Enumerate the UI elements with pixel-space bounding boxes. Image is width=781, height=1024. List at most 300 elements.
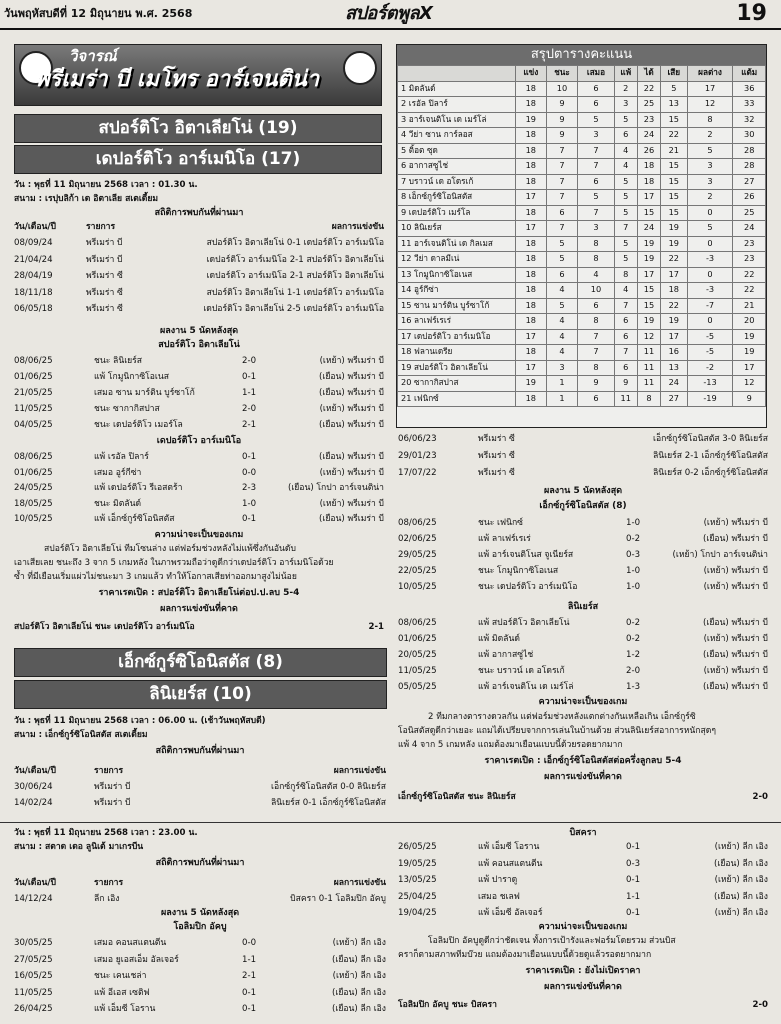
form-date: 18/05/25 (14, 498, 53, 509)
stat-cell: 15 (660, 174, 687, 190)
form-opponent: แพ้ เรอัล ปิลาร์ (94, 452, 149, 462)
stat-cell: 11 (637, 360, 660, 376)
form-opponent: ชนะ มิตลันด์ (94, 498, 142, 509)
form-opponent: แพ้ โกมูนิกาซิโอเนส (94, 372, 169, 382)
form-venue: (เหย้า) พรีเมร่า บี (703, 634, 768, 644)
form-opponent: แพ้ เดปอร์ติโว รีเอสตร้า (94, 483, 183, 493)
form-venue: (เยือน) พรีเมร่า บี (319, 452, 384, 462)
form-date: 16/05/25 (14, 971, 53, 981)
stat-cell: 5 (578, 190, 614, 206)
match1-away-bar: เดปอร์ติโว อาร์เมนิโอ (17) (14, 145, 382, 174)
stat-cell: 7 (614, 345, 637, 361)
team-name: 5 ติ้อต ซุด (398, 143, 516, 159)
form-score: 2-1 (242, 420, 257, 430)
stat-cell: 9 (546, 97, 578, 113)
stat-cell: 6 (614, 329, 637, 345)
match1-pred-score: 2-1 (368, 622, 384, 632)
match1-prediction: สปอร์ติโว อิตาเลียโน่ ชนะ เดปอร์ติโว อาร์เมนิโอ (14, 622, 195, 632)
analysis-line: คราก็ตามสภาพทีมบ๊วย แถมต้องมาเยือนแบบนี้ด้วยดูแล้วรอดยากมาก (398, 950, 652, 960)
stat-cell: 27 (660, 391, 687, 407)
stat-cell: 5 (546, 252, 578, 268)
standings-row (398, 174, 766, 190)
h2h-date: 30/06/24 (14, 782, 53, 792)
form-date: 27/05/25 (14, 954, 53, 965)
stat-cell: 18 (516, 81, 547, 97)
stat-cell: 3 (546, 360, 578, 376)
form-score: 1-0 (242, 498, 257, 509)
standings-row (398, 283, 766, 299)
form-score: 0-1 (242, 987, 257, 998)
stat-cell: 13 (660, 360, 687, 376)
stat-cell: -19 (687, 391, 733, 407)
stat-cell: 8 (578, 252, 614, 268)
col-date: วัน/เดือน/ปี (14, 766, 56, 776)
match3-prediction: โอลิมปิก อัคบู ชนะ บิสครา (398, 1000, 497, 1010)
form-score: 1-0 (626, 566, 641, 576)
stat-cell: 17 (660, 267, 687, 283)
standings-title: สรุปตารางคะแนน (397, 45, 766, 65)
team-name: 8 เอ็กซ์กูร์ซิโอนิสตัส (398, 190, 516, 206)
standings-row (398, 252, 766, 268)
h2h-result: ลินิเยร์ส 0-1 เอ็กซ์กูร์ซิโอนิสตัส (271, 798, 386, 808)
stat-cell: 9 (578, 376, 614, 392)
stat-cell: 5 (687, 221, 733, 237)
form-opponent: แพ้ เอ็มซี โอราน (94, 1004, 156, 1014)
stat-cell: 3 (687, 174, 733, 190)
form-date: 11/05/25 (14, 404, 53, 414)
col-comp: รายการ (86, 222, 116, 232)
form-venue: (เยือน) ลีก เอิง (332, 1004, 386, 1014)
standings-row (398, 345, 766, 361)
stat-cell: 19 (516, 376, 547, 392)
form-venue: (เหย้า) พรีเมร่า บี (703, 518, 768, 528)
standings-row (398, 236, 766, 252)
stat-cell: 5 (614, 112, 637, 128)
team-name: 9 เดปอร์ติโว เมร์โล (398, 205, 516, 221)
stat-cell: 26 (733, 190, 766, 206)
standings-row (398, 143, 766, 159)
analysis-line: สปอร์ติโว อิตาเลียโน่ ทีมโซนล่าง แต่ฟอร์มช่วงหลังไม่แพ้ซึ่งกันอันดับ (44, 544, 296, 554)
stat-cell: 7 (614, 298, 637, 314)
form-opponent: แพ้ เอ็กซ์กูร์ซิโอนิสตัส (94, 514, 175, 524)
stat-cell: 21 (660, 143, 687, 159)
match2-pred-score: 2-0 (752, 792, 768, 802)
stat-cell: 22 (733, 283, 766, 299)
stat-cell: 2 (687, 128, 733, 144)
stat-cell: 18 (516, 391, 547, 407)
match3-price: ราคาเรตเปิด : ยังไม่เปิดราคา (525, 966, 641, 976)
stat-cell: 9 (614, 376, 637, 392)
stat-cell: 17 (516, 221, 547, 237)
stat-cell: 4 (614, 159, 637, 175)
stat-cell: 8 (578, 236, 614, 252)
form-opponent: แพ้ อากาสซู่ไช่ (478, 650, 534, 660)
form-score: 0-1 (242, 452, 257, 462)
brand-logo: สปอร์ตพูลX (345, 3, 433, 24)
stat-cell: 2 (687, 190, 733, 206)
h2h-date: 14/12/24 (14, 894, 53, 904)
stat-cell: 3 (578, 221, 614, 237)
stat-cell: 2 (614, 81, 637, 97)
standings-header-cell: แพ้ (614, 66, 637, 82)
stat-cell: 7 (578, 345, 614, 361)
form-score: 1-1 (242, 954, 257, 965)
match2-price: ราคาเรตเปิด : เอ็กซ์กูร์ซิโอนิสตัสต่อครึ่งลูกลบ 5-4 (484, 756, 682, 766)
standings-grid (397, 65, 766, 407)
form-date: 10/05/25 (14, 514, 53, 524)
stat-cell: 3 (687, 159, 733, 175)
stat-cell: 18 (637, 174, 660, 190)
match2-away-form-title: ลินิเยร์ส (567, 602, 599, 612)
analysis-line: เอาเสียเลย ชนะถึง 3 จาก 5 เกมหลัง ในภาพรวมถือว่าดูดีกว่าเดปอร์ติโว อาร์เมนิโอด้วย (14, 558, 334, 568)
stat-cell: 23 (733, 236, 766, 252)
stat-cell: 22 (660, 252, 687, 268)
form-opponent: แพ้ เอ็มซี อัลเจอร์ (478, 908, 543, 918)
stat-cell: 6 (578, 97, 614, 113)
col-comp: รายการ (94, 878, 124, 888)
stat-cell: 12 (637, 329, 660, 345)
h2h-competition: พรีเมร่า ซี (478, 434, 515, 444)
match3-right-block (398, 828, 768, 1024)
stat-cell: 11 (614, 391, 637, 407)
form-opponent: ชนะ ซากากิสปาส (94, 404, 160, 414)
stat-cell: 15 (660, 205, 687, 221)
h2h-date: 08/09/24 (14, 238, 53, 248)
form-venue: (เยือน) โกปา อาร์เจนติน่า (287, 483, 384, 493)
standings-row (398, 128, 766, 144)
football-icon (343, 51, 377, 85)
form-opponent: เสมอ ชเลฟ (478, 891, 520, 902)
h2h-result: สปอร์ติโว อิตาเลียโน่ 0-1 เดปอร์ติโว อาร์เมนิโอ (206, 238, 384, 248)
form-score: 0-1 (626, 908, 641, 918)
form-venue: (เหย้า) พรีเมร่า บี (703, 566, 768, 576)
stat-cell: -3 (687, 283, 733, 299)
stat-cell: 32 (733, 112, 766, 128)
standings-row (398, 205, 766, 221)
h2h-competition: พรีเมร่า ซี (86, 287, 123, 298)
h2h-competition: พรีเมร่า ซี (478, 468, 515, 478)
h2h-result: ลินิเยร์ส 0-2 เอ็กซ์กูร์ซิโอนิสตัส (653, 468, 768, 478)
h2h-date: 18/11/18 (14, 287, 53, 298)
match1-price: ราคาเรตเปิด : สปอร์ติโว อิตาเลียโน่ต่อป.ป.ลบ 5-4 (98, 588, 300, 598)
form-opponent: ชนะ เดปอร์ติโว อาร์เมนิโอ (478, 582, 578, 592)
match1-block (14, 180, 384, 650)
stat-cell: 6 (614, 360, 637, 376)
form-venue: (เยือน) ลีก เอิง (332, 954, 386, 965)
match1-analysis-title: ความน่าจะเป็นของเกม (154, 530, 244, 540)
form-date: 01/06/25 (14, 467, 53, 478)
stat-cell: -13 (687, 376, 733, 392)
form-date: 08/06/25 (14, 356, 53, 366)
stat-cell: 9 (733, 391, 766, 407)
stat-cell: 18 (516, 174, 547, 190)
stat-cell: 7 (578, 205, 614, 221)
team-name: 17 เดปอร์ติโว อาร์เมนิโอ (398, 329, 516, 345)
stat-cell: 15 (660, 159, 687, 175)
match3-pred-score: 2-0 (752, 1000, 768, 1010)
stat-cell: 18 (516, 345, 547, 361)
match3-analysis-title: ความน่าจะเป็นของเกม (538, 922, 628, 932)
form-score: 1-1 (626, 891, 641, 902)
match2-home-form-title: เอ็กซ์กูร์ซิโอนิสตัส (8) (539, 501, 627, 511)
match1-home-bar: สปอร์ติโว อิตาเลียโน่ (19) (14, 114, 382, 143)
team-name: 3 อาร์เจนติโน เด เมร์โล่ (398, 112, 516, 128)
stat-cell: 4 (546, 345, 578, 361)
stat-cell: 4 (546, 283, 578, 299)
stat-cell: 5 (614, 174, 637, 190)
stat-cell: 7 (546, 143, 578, 159)
stat-cell: 11 (637, 345, 660, 361)
banner-kicker: วิจารณ์ (69, 47, 117, 65)
stat-cell: 4 (614, 283, 637, 299)
form-opponent: แพ้ อีเอส เซติฟ (94, 987, 150, 998)
form-date: 02/06/25 (398, 534, 437, 544)
match1-pred-title: ผลการแข่งขันที่คาด (160, 604, 238, 614)
form-date: 20/05/25 (398, 650, 437, 660)
form-score: 1-2 (626, 650, 641, 660)
stat-cell: 4 (614, 143, 637, 159)
team-name: 4 วีย่า ซาน การ์ลอส (398, 128, 516, 144)
stat-cell: 19 (733, 329, 766, 345)
team-name: 19 สปอร์ติโว อิตาเลียโน่ (398, 360, 516, 376)
match3-home-form-title: โอลิมปิก อัคบู (173, 922, 227, 932)
stat-cell: 28 (733, 143, 766, 159)
form-date: 25/04/25 (398, 891, 437, 902)
standings-row (398, 159, 766, 175)
stat-cell: 33 (733, 97, 766, 113)
h2h-competition: พรีเมร่า บี (86, 254, 123, 265)
stat-cell: 15 (637, 205, 660, 221)
stat-cell: 15 (660, 190, 687, 206)
analysis-line: โอลิมปิก อัคบูดูดีกว่าชัดเจน ทั้งการเป้ารังและฟอร์มโดยรวม ส่วนบิส (428, 936, 676, 946)
stat-cell: 13 (660, 97, 687, 113)
form-venue: (เหย้า) พรีเมร่า บี (319, 498, 384, 509)
match2-h2h-title: สถิติการพบกันที่ผ่านมา (155, 746, 245, 756)
form-date: 08/06/25 (398, 618, 437, 628)
stat-cell: 3 (614, 97, 637, 113)
team-name: 20 ซากากิสปาส (398, 376, 516, 392)
form-score: 0-3 (626, 858, 641, 869)
stat-cell: 19 (660, 221, 687, 237)
stat-cell: 22 (637, 81, 660, 97)
stat-cell: 22 (660, 298, 687, 314)
form-venue: (เยือน) พรีเมร่า บี (703, 534, 768, 544)
form-venue: (เยือน) พรีเมร่า บี (319, 372, 384, 382)
form-venue: (เหย้า) พรีเมร่า บี (703, 666, 768, 676)
stat-cell: 18 (637, 159, 660, 175)
form-opponent: ชนะ ลินิเยร์ส (94, 356, 143, 366)
stat-cell: 1 (546, 376, 578, 392)
form-venue: (เยือน) พรีเมร่า บี (703, 618, 768, 628)
analysis-line: แพ้ 4 จาก 5 เกมหลัง แถมต้องมาเยือนแบบนี้ด้วยรอดยากมาก (398, 740, 623, 750)
h2h-competition: พรีเมร่า บี (86, 238, 123, 248)
stat-cell: 4 (546, 314, 578, 330)
stat-cell: 23 (637, 112, 660, 128)
team-name: 16 ลาเฟร์เรเร่ (398, 314, 516, 330)
form-venue: (เหย้า) ลีก เอิง (714, 842, 768, 852)
h2h-result: ลินิเยร์ส 2-1 เอ็กซ์กูร์ซิโอนิสตัส (653, 451, 768, 461)
stat-cell: 0 (687, 236, 733, 252)
form-date: 05/05/25 (398, 682, 437, 692)
col-comp: รายการ (94, 766, 124, 776)
form-date: 26/04/25 (14, 1004, 53, 1014)
stat-cell: 6 (578, 81, 614, 97)
col-result: ผลการแข่งขัน (333, 878, 386, 888)
standings-header-cell: ชนะ (546, 66, 578, 82)
form-score: 2-0 (242, 356, 257, 366)
stat-cell: 19 (660, 236, 687, 252)
stat-cell: 17 (516, 360, 547, 376)
stat-cell: 18 (516, 314, 547, 330)
form-score: 1-1 (242, 388, 257, 398)
match1-away-form-title: เดปอร์ติโว อาร์เมนิโอ (156, 436, 242, 446)
stat-cell: 3 (578, 128, 614, 144)
form-date: 29/05/25 (398, 550, 437, 560)
stat-cell: 7 (578, 143, 614, 159)
stat-cell: 12 (687, 97, 733, 113)
match2-home-bar: เอ็กซ์กูร์ซิโอนิสตัส (8) (14, 648, 387, 677)
match1-day: วัน : พุธที่ 11 มิถุนายน 2568 เวลา : 01.30 น. (14, 180, 198, 190)
stat-cell: 17 (660, 329, 687, 345)
col-date: วัน/เดือน/ปี (14, 222, 56, 232)
form-score: 0-0 (242, 467, 257, 478)
form-opponent: แพ้ สปอร์ติโว อิตาเลียโน่ (478, 618, 570, 628)
form-score: 0-1 (626, 842, 641, 852)
analysis-line: โอนิสตัสดูดีกว่าเยอะ แถมได้เปรียบจากการเล่นในบ้านด้วย ส่วนลินิเยร์สอาการหนักสุดๆ (398, 726, 716, 736)
match3-day: วัน : พุธที่ 11 มิถุนายน 2568 เวลา : 23.00 น. (14, 828, 198, 838)
team-name: 2 เรอัล ปิลาร์ (398, 97, 516, 113)
team-name: 21 เฟนิกซ์ (398, 391, 516, 407)
h2h-date: 06/06/23 (398, 434, 437, 444)
stat-cell: 18 (516, 97, 547, 113)
form-date: 04/05/25 (14, 420, 53, 430)
form-opponent: แพ้ มิดลันด์ (478, 634, 520, 644)
stat-cell: 5 (614, 190, 637, 206)
stat-cell: 6 (578, 174, 614, 190)
form-venue: (เหย้า) พรีเมร่า บี (319, 467, 384, 478)
stat-cell: 11 (637, 376, 660, 392)
stat-cell: 25 (733, 205, 766, 221)
standings-header-cell (398, 66, 516, 82)
stat-cell: 7 (578, 159, 614, 175)
form-opponent: ชนะ เคนเชล่า (94, 971, 147, 981)
stat-cell: 18 (516, 267, 547, 283)
match3-venue: สนาม : สตาด เดอ ลูนิเต้ มาเกรบีน (14, 842, 144, 852)
stat-cell: 4 (578, 267, 614, 283)
stat-cell: 19 (637, 236, 660, 252)
form-opponent: ชนะ เดปอร์ติโว เมอร์โล (94, 420, 183, 430)
form-date: 30/05/25 (14, 938, 53, 948)
match1-home-form-title: สปอร์ติโว อิตาเลียโน่ (158, 340, 240, 350)
form-venue: (เหย้า) ลีก เอิง (332, 971, 386, 981)
form-venue: (เยือน) ลีก เอิง (714, 858, 768, 869)
standings-row (398, 376, 766, 392)
stat-cell: 0 (687, 314, 733, 330)
form-opponent: แพ้ เอ็มซี โอราน (478, 842, 540, 852)
h2h-result: เดปอร์ติโว อาร์เมนิโอ 2-1 สปอร์ติโว อิตาเลียโน่ (206, 271, 384, 281)
stat-cell: 5 (546, 236, 578, 252)
form-date: 10/05/25 (398, 582, 437, 592)
form-date: 08/06/25 (14, 452, 53, 462)
stat-cell: 9 (546, 128, 578, 144)
divider (0, 822, 781, 823)
match2-day: วัน : พุธที่ 11 มิถุนายน 2568 เวลา : 06.00 น. (เช้าวันพฤหัสบดี) (14, 716, 266, 726)
stat-cell: 24 (660, 376, 687, 392)
form-date: 11/05/25 (398, 666, 437, 676)
h2h-result: เอ็กซ์กูร์ซิโอนิสตัส 3-0 ลินิเยร์ส (653, 434, 768, 444)
stat-cell: 18 (516, 283, 547, 299)
stat-cell: 17 (516, 190, 547, 206)
form-opponent: แพ้ อาร์เจนติโนส จูเนียร์ส (478, 550, 574, 560)
team-name: 6 อากาสซูไช่ (398, 159, 516, 175)
match3-form-title: ผลงาน 5 นัดหลังสุด (160, 908, 240, 918)
stat-cell: 25 (637, 97, 660, 113)
form-venue: (เหย้า) โกปา อาร์เจนติน่า (672, 550, 768, 560)
team-name: 14 อูร์กีซ่า (398, 283, 516, 299)
standings-row (398, 329, 766, 345)
form-opponent: แพ้ ลาเฟร์เรเร่ (478, 534, 531, 544)
stat-cell: -2 (687, 360, 733, 376)
form-opponent: ชนะ บราวน์ เด อโดรเก้ (478, 666, 565, 676)
stat-cell: 15 (660, 112, 687, 128)
form-score: 0-1 (242, 372, 257, 382)
form-score: 0-2 (626, 634, 641, 644)
stat-cell: 7 (546, 221, 578, 237)
form-venue: (เหย้า) พรีเมร่า บี (319, 404, 384, 414)
stat-cell: 24 (637, 128, 660, 144)
stat-cell: 7 (578, 329, 614, 345)
form-date: 26/05/25 (398, 842, 437, 852)
stat-cell: 18 (516, 252, 547, 268)
form-date: 19/05/25 (398, 858, 437, 869)
form-score: 2-0 (626, 666, 641, 676)
form-opponent: เสมอ ซาน มาร์ติน บูร์ซาโก้ (94, 388, 195, 398)
stat-cell: 6 (578, 391, 614, 407)
stat-cell: 5 (578, 112, 614, 128)
stat-cell: 27 (733, 174, 766, 190)
form-venue: (เหย้า) ลีก เอิง (332, 938, 386, 948)
standings-row (398, 81, 766, 97)
h2h-competition: พรีเมร่า ซี (86, 271, 123, 281)
stat-cell: 23 (733, 252, 766, 268)
team-name: 13 โกมูนิกาซิโอเนส (398, 267, 516, 283)
h2h-result: เดปอร์ติโว อิตาเลียโน่ 2-5 เดปอร์ติโว อาร์เมนิโอ (203, 304, 384, 314)
stat-cell: 5 (546, 298, 578, 314)
h2h-date: 14/02/24 (14, 798, 53, 808)
stat-cell: 24 (733, 221, 766, 237)
team-name: 7 บราวน์ เด อโดรเก้ (398, 174, 516, 190)
match3-pred-title: ผลการแข่งขันที่คาด (544, 982, 622, 992)
h2h-result: เอ็กซ์กูร์ซิโอนิสตัส 0-0 ลินิเยร์ส (271, 782, 386, 792)
match2-prediction: เอ็กซ์กูร์ซิโอนิสตัส ชนะ ลินิเยร์ส (398, 792, 516, 802)
form-date: 01/06/25 (14, 372, 53, 382)
stat-cell: 18 (516, 236, 547, 252)
form-venue: (เหย้า) ลีก เอิง (714, 908, 768, 918)
stat-cell: 5 (687, 143, 733, 159)
stat-cell: 9 (546, 112, 578, 128)
form-venue: (เยือน) พรีเมร่า บี (319, 514, 384, 524)
match2-venue: สนาม : เอ็กซ์กูร์ซิโอนิสตัส สเตเดี้ยม (14, 730, 148, 740)
col-result: ผลการแข่งขัน (331, 222, 384, 232)
standings-row (398, 298, 766, 314)
stat-cell: 22 (660, 128, 687, 144)
h2h-date: 29/01/23 (398, 451, 437, 461)
section-banner (14, 44, 382, 106)
form-date: 21/05/25 (14, 388, 53, 398)
stat-cell: -5 (687, 329, 733, 345)
stat-cell: 28 (733, 159, 766, 175)
match2-away-bar: ลินิเยร์ส (10) (14, 680, 387, 709)
